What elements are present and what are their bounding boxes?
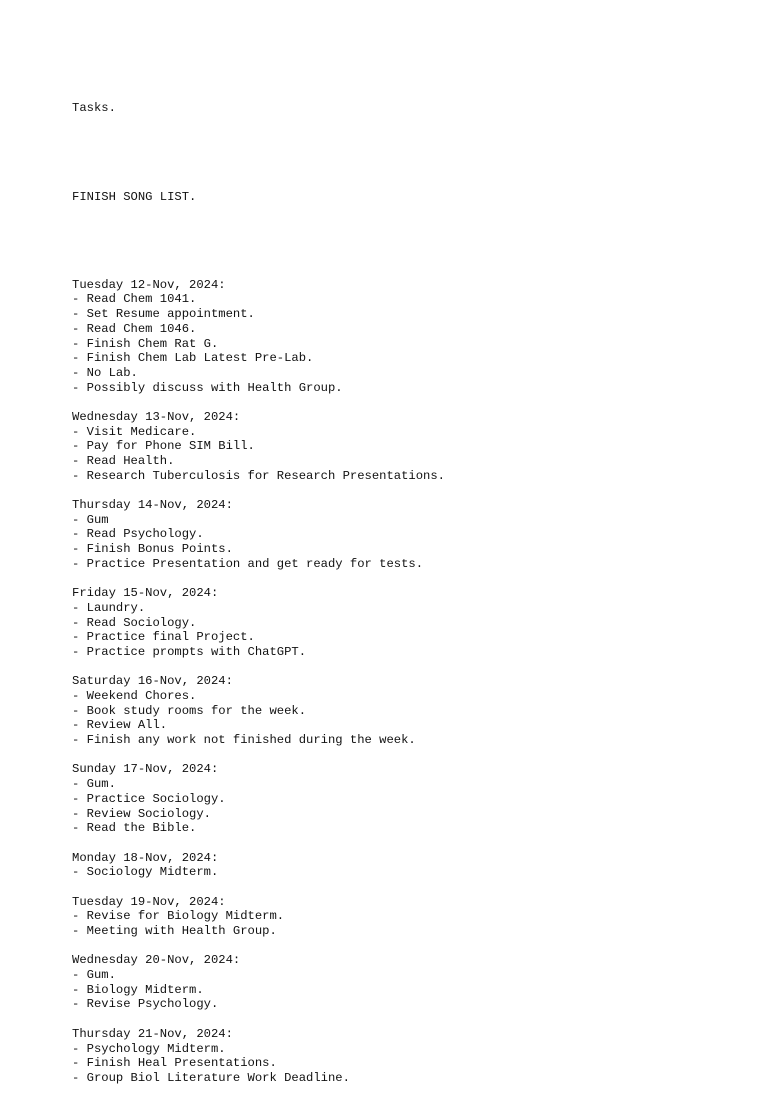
task-item: - Read Chem 1041. [72,292,197,307]
task-item: - Possibly discuss with Health Group. [72,380,343,395]
task-item: - Practice Presentation and get ready for tests. [72,556,424,571]
task-item: - Read Health. [72,454,175,469]
spacer [72,880,732,895]
task-item: - Finish any work not finished during the week. [72,733,416,748]
task-item: - Laundry. [72,600,146,615]
day-heading: Wednesday 20-Nov, 2024: [72,953,241,968]
task-item: - Practice Sociology. [72,791,226,806]
task-item: - Gum [72,512,109,527]
document-title: Tasks. [72,101,116,116]
task-item: - Read the Bible. [72,821,197,836]
task-item: - Review All. [72,718,168,733]
day-section [72,498,732,586]
task-item: - No Lab. [72,365,138,380]
task-item: - Finish Bonus Points. [72,542,233,557]
day-heading: Tuesday 12-Nov, 2024: [72,277,226,292]
day-section [72,953,732,1026]
task-item: - Revise for Biology Midterm. [72,909,285,924]
task-item: - Pay for Phone SIM Bill. [72,439,255,454]
task-item: - Finish Chem Rat G. [72,336,219,351]
spacer [72,939,732,954]
task-item: - Read Psychology. [72,527,204,542]
day-section [72,762,732,850]
task-item: - Review Sociology. [72,806,211,821]
spacer [72,1012,732,1027]
spacer [72,572,732,587]
song-list-note: FINISH SONG LIST. [72,189,197,204]
task-item: - Read Sociology. [72,615,197,630]
spacer [72,748,732,763]
day-section [72,410,732,498]
day-heading: Sunday 17-Nov, 2024: [72,762,219,777]
task-item: - Sociology Midterm. [72,865,219,880]
document-page [72,72,732,1100]
day-heading: Thursday 14-Nov, 2024: [72,498,233,513]
day-heading: Monday 18-Nov, 2024: [72,850,219,865]
task-item: - Gum. [72,777,116,792]
task-item: - Revise Psychology. [72,997,219,1012]
task-item: - Visit Medicare. [72,424,197,439]
spacer [72,146,732,161]
day-section [72,674,732,762]
task-item: - Biology Midterm. [72,982,204,997]
day-list [72,278,732,1086]
task-item: - Practice final Project. [72,630,255,645]
task-item: - Set Resume appointment. [72,307,255,322]
task-item: - Book study rooms for the week. [72,703,307,718]
task-item: - Practice prompts with ChatGPT. [72,644,307,659]
spacer [72,836,732,851]
day-heading: Friday 15-Nov, 2024: [72,586,219,601]
task-item: - Weekend Chores. [72,689,197,704]
task-item: - Gum. [72,968,116,983]
spacer [72,234,732,249]
task-item: - Research Tuberculosis for Research Presentations. [72,468,445,483]
task-item: - Group Biol Literature Work Deadline. [72,1070,350,1085]
spacer [72,395,732,410]
day-section [72,278,732,410]
day-heading: Wednesday 13-Nov, 2024: [72,409,241,424]
spacer [72,660,732,675]
task-item: - Read Chem 1046. [72,321,197,336]
day-section [72,895,732,954]
day-heading: Saturday 16-Nov, 2024: [72,674,233,689]
task-item: - Finish Chem Lab Latest Pre-Lab. [72,351,314,366]
day-heading: Thursday 21-Nov, 2024: [72,1026,233,1041]
day-section [72,586,732,674]
task-item: - Finish Heal Presentations. [72,1056,277,1071]
task-item: - Psychology Midterm. [72,1041,226,1056]
day-section [72,851,732,895]
task-item: - Meeting with Health Group. [72,924,277,939]
day-section [72,1027,732,1086]
spacer [72,483,732,498]
day-heading: Tuesday 19-Nov, 2024: [72,894,226,909]
